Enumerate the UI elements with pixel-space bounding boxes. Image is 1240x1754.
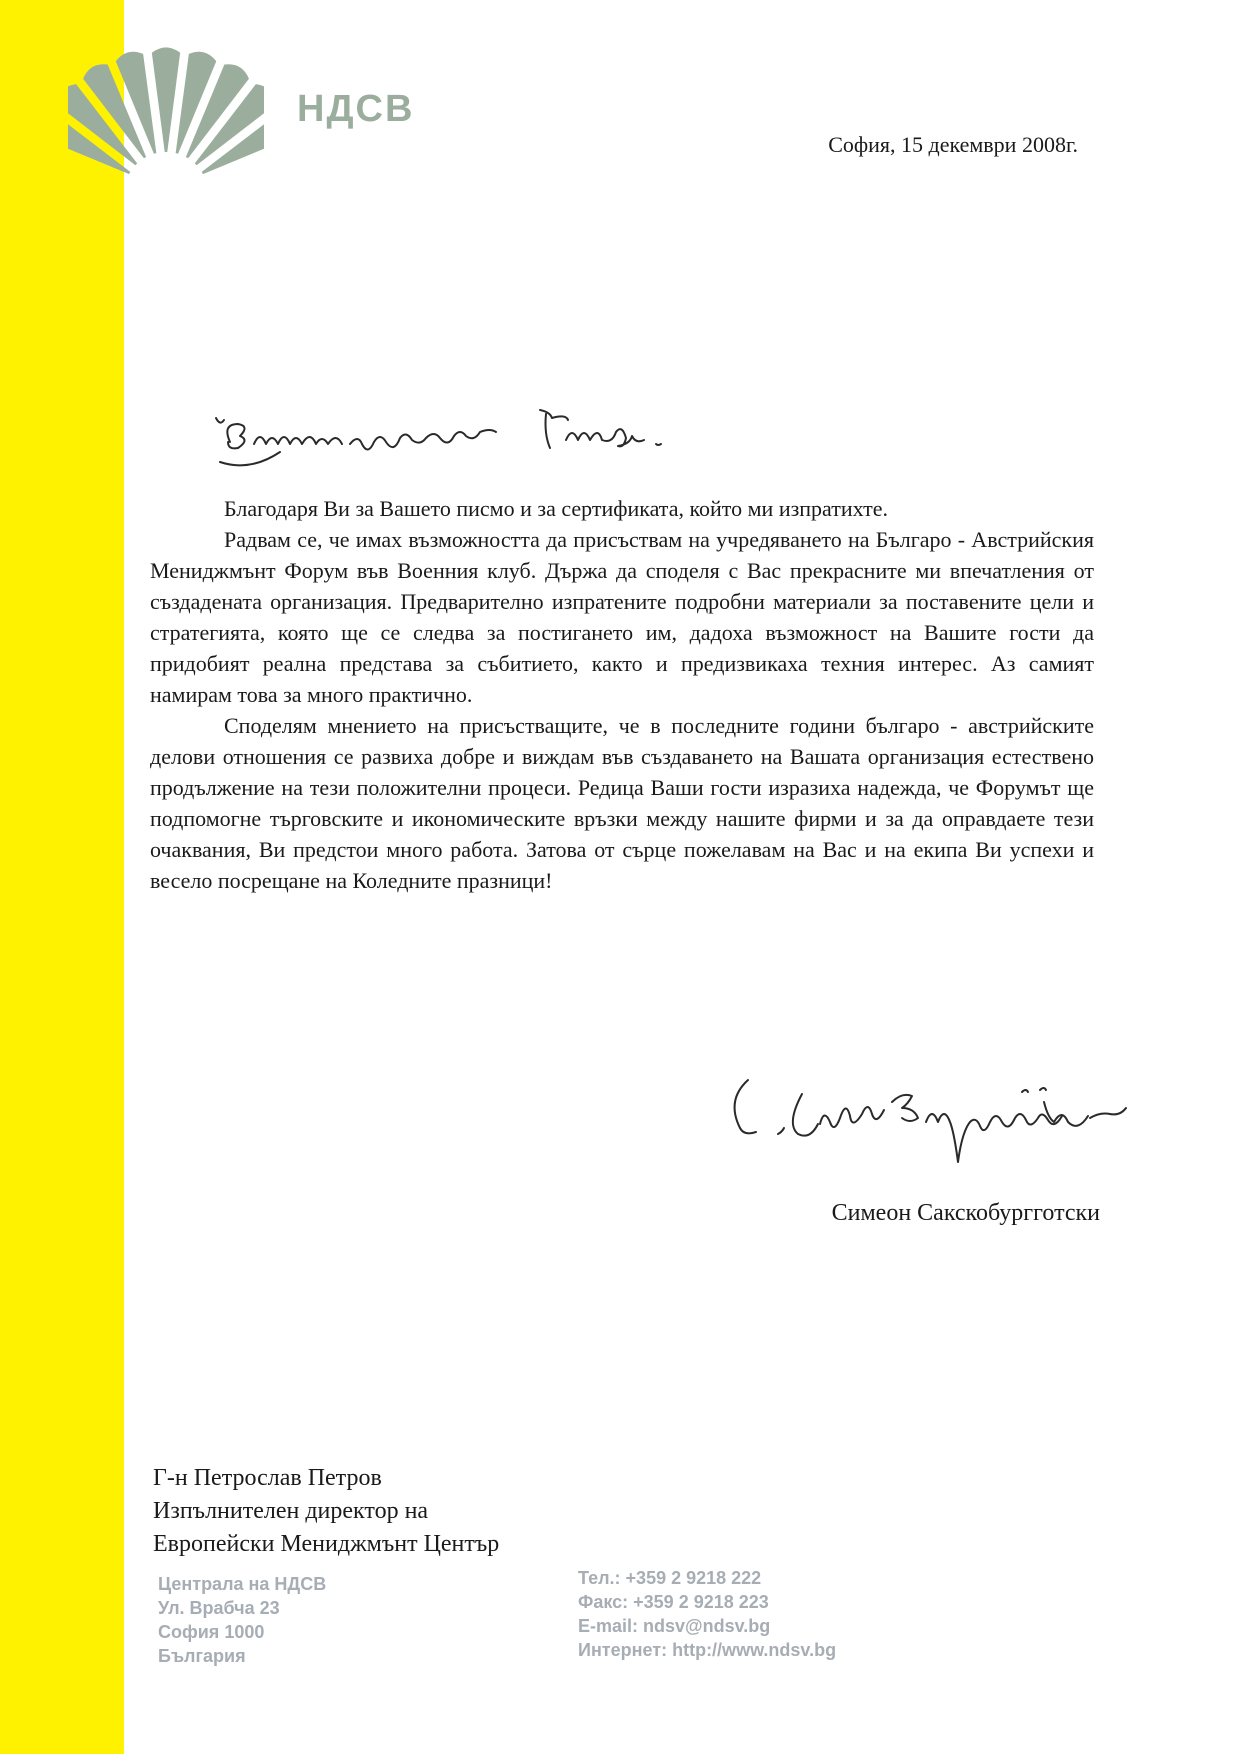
recipient-name: Г-н Петрослав Петров	[153, 1465, 382, 1491]
footer-address-line: Ул. Врабча 23	[158, 1598, 280, 1618]
recipient-block	[153, 1462, 499, 1561]
footer-website: Интернет: http://www.ndsv.bg	[578, 1640, 837, 1660]
footer-contacts	[578, 1566, 836, 1662]
recipient-organization: Европейски Мениджмънт Център	[153, 1531, 500, 1557]
body-paragraph: Споделям мнението на присъстващите, че в последните години българо - австрийските делови отношения се развиха добре и виждам във създаването на Вашата организация естествено продължение на тези положителни процеси. Редица Ваши гости изразиха надежда, че Форумът ще подпомогне търговските и икономическите връзки между нашите фирми и за да оправдаете тези очаквания, Ви предстои много работа. Затова от сърце пожелавам на Вас и на екипа Ви успехи и весело посрещане на Коледните празници!	[150, 713, 1094, 893]
handwritten-salutation	[210, 404, 770, 484]
handwritten-signature	[722, 1072, 1142, 1178]
footer-email: E-mail: ndsv@ndsv.bg	[578, 1616, 771, 1636]
org-name: НДСВ	[297, 88, 415, 130]
footer-address-line: Централа на НДСВ	[158, 1574, 327, 1594]
recipient-title: Изпълнителен директор на	[153, 1498, 429, 1524]
body-paragraph: Радвам се, че имах възможността да присъствам на учредяването на Българо - Австрийския Мениджмънт Форум във Военния клуб. Държа да споделя с Вас прекрасните ми впечатления от създадената организация. Предварително изпратените подробни материали за поставените цели и стратегията, която ще се следва за постигането им, дадоха възможност на Вашите гости да придобият реална представа за събитието, както и предизвикаха техния интерес. Аз самият намирам това за много практично.	[150, 527, 1094, 707]
letterhead-yellow-bar	[0, 0, 124, 1754]
body-paragraph: Благодаря Ви за Вашето писмо и за сертификата, който ми изпратихте.	[224, 496, 888, 521]
sun-rays-logo-icon	[68, 44, 264, 174]
footer-address-line: България	[158, 1646, 246, 1666]
letter-body	[150, 493, 1094, 896]
footer-address	[158, 1572, 326, 1668]
logo-ray	[152, 47, 180, 152]
footer-fax: Факс: +359 2 9218 223	[578, 1592, 769, 1612]
letter-date: София, 15 декември 2008г.	[828, 132, 1078, 157]
footer-phone: Тел.: +359 2 9218 222	[578, 1568, 762, 1588]
signer-name: Симеон Сакскобургготски	[831, 1200, 1100, 1226]
footer-address-line: София 1000	[158, 1622, 265, 1642]
